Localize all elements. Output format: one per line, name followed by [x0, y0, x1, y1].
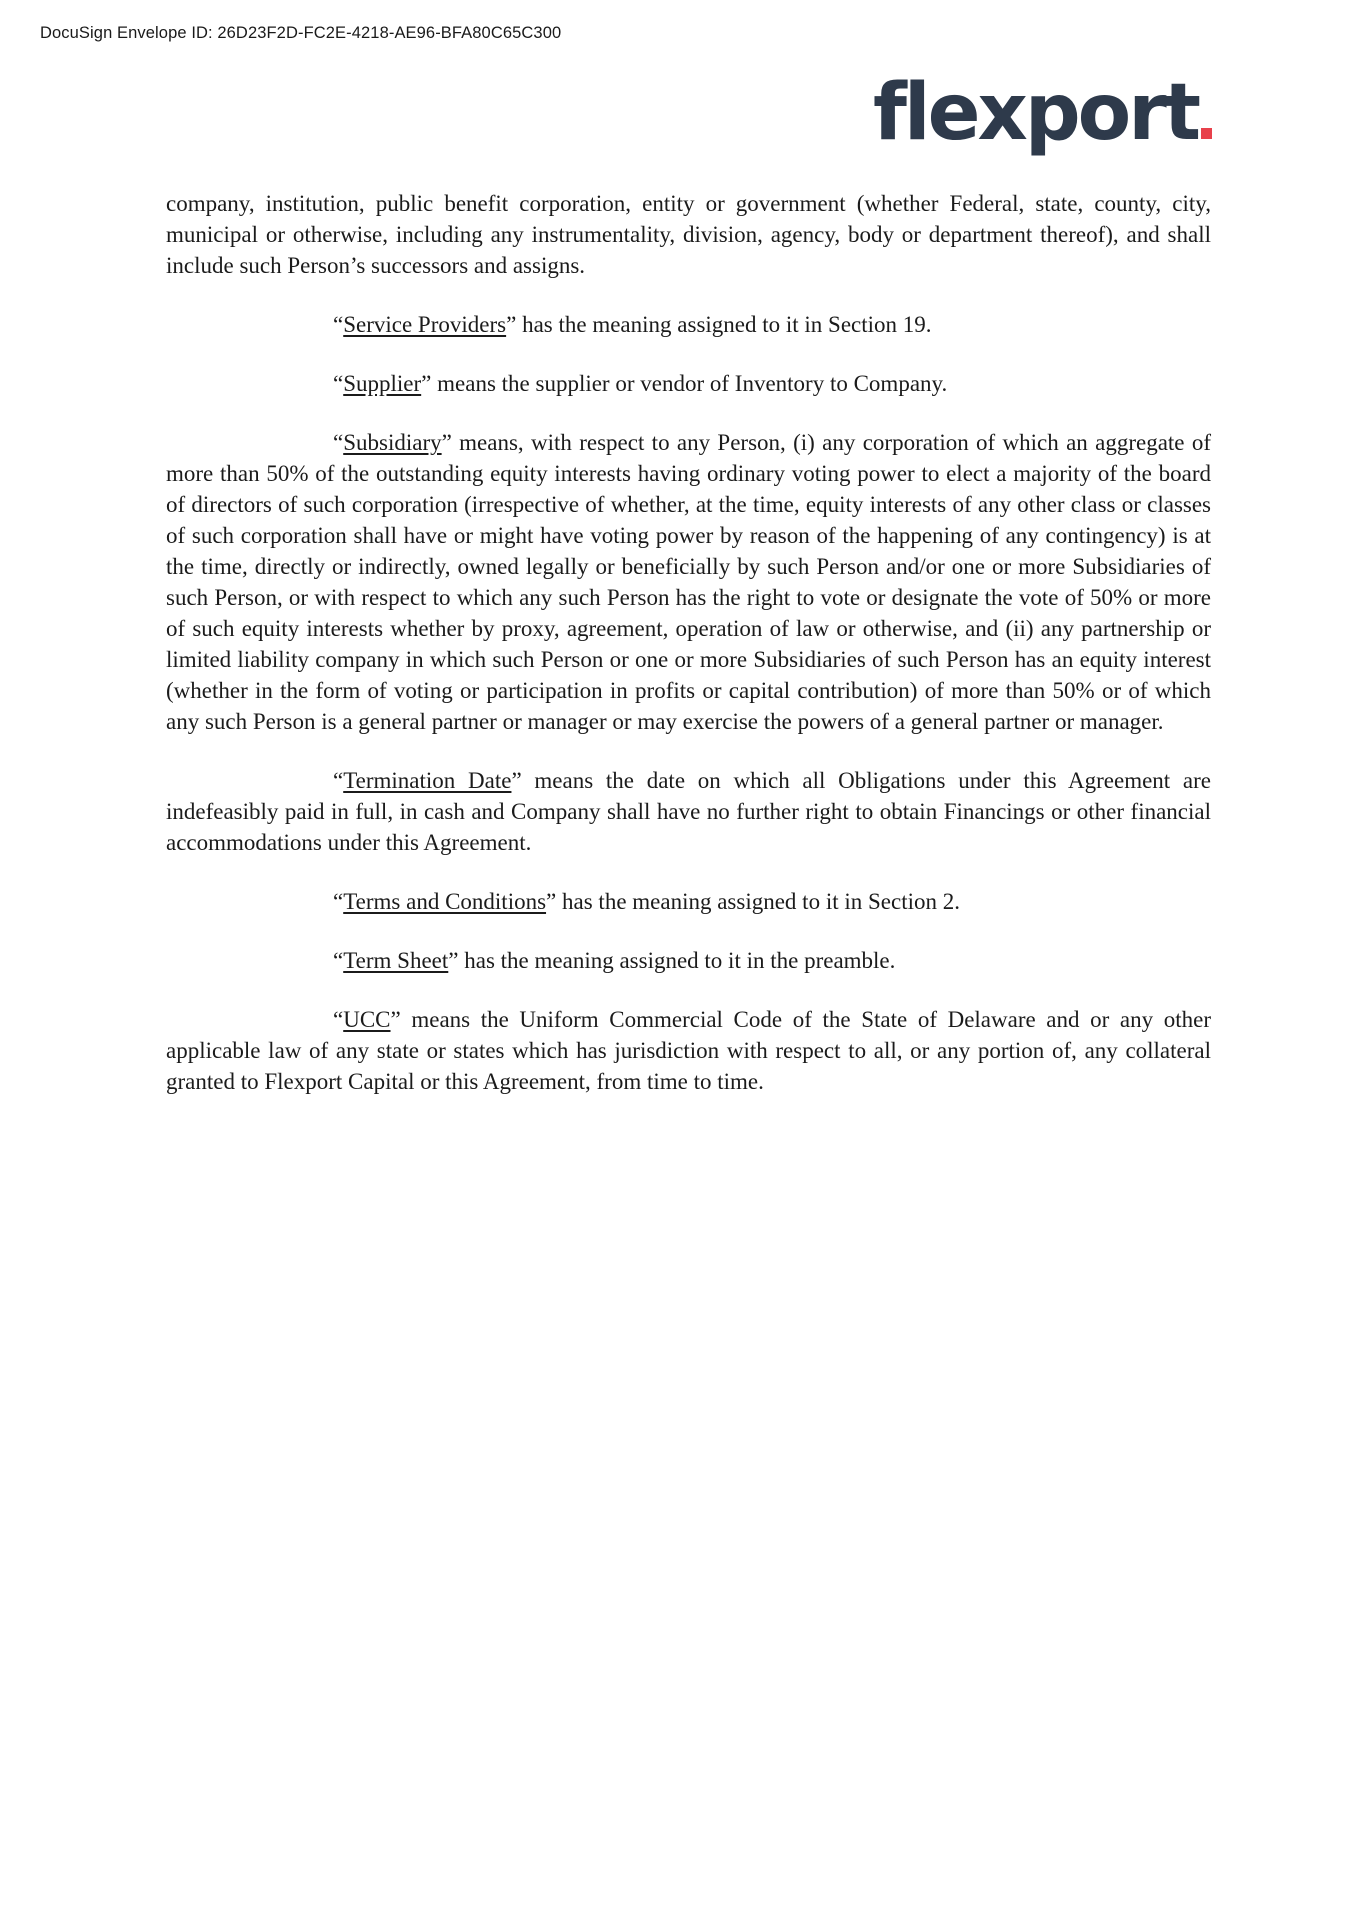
definition-termination-date: “Termination Date” means the date on which all Obligations under this Agreement are indefeasibly paid in full, in cash and Company shall have no further right to obtain Financings or other financial accommodations under this Agreement. [166, 768, 1211, 855]
logo-accent-dot [1201, 128, 1212, 139]
definition-subsidiary: “Subsidiary” means, with respect to any Person, (i) any corporation of which an aggregate of more than 50% of the outstanding equity interests having ordinary voting power to elect a majority of the board of directors of such corporation (irrespective of whether, at the time, equity interests of any other class or classes of such corporation shall have or might have voting power by reason of the happening of any contingency) is at the time, directly or indirectly, owned legally or beneficially by such Person and/or one or more Subsidiaries of such Person, or with respect to which any such Person has the right to vote or designate the vote of 50% or more of such equity interests whether by proxy, agreement, operation of law or otherwise, and (ii) any partnership or limited liability company in which such Person or one or more Subsidiaries of such Person has an equity interest (whether in the form of voting or participation in profits or capital contribution) of more than 50% or of which any such Person is a general partner or manager or may exercise the powers of a general partner or manager. [166, 430, 1211, 734]
definition-supplier: “Supplier” means the supplier or vendor of Inventory to Company. [333, 371, 948, 396]
flexport-logo [872, 68, 1212, 158]
definition-text: means, with respect to any Person, (i) any corporation of which an aggregate of more than 50% of the outstanding equity interests having ordinary voting power to elect a majority of the board of directors of such corporation (irrespective of whether, at the time, equity interests of any other class or classes of such corporation shall have or might have voting power by reason of the happening of any contingency) is at the time, directly or indirectly, owned legally or beneficially by such Person and/or one or more Subsidiaries of such Person, or with respect to which any such Person has the right to vote or designate the vote of 50% or more of such equity interests whether by proxy, agreement, operation of law or otherwise, and (ii) any partnership or limited liability company in which such Person or one or more Subsidiaries of such Person has an equity interest (whether in the form of voting or participation in profits or capital contribution) of more than 50% or of which any such Person is a general partner or manager or may exercise the powers of a general partner or manager. [166, 430, 1211, 734]
definition-term-sheet: “Term Sheet” has the meaning assigned to it in the preamble. [333, 948, 896, 973]
defined-term: Service Providers [343, 312, 507, 337]
defined-term: Term Sheet [343, 948, 449, 973]
definition-ucc: “UCC” means the Uniform Commercial Code of the State of Delaware and or any other applicable law of any state or states which has jurisdiction with respect to all, or any portion of, any collateral granted to Flexport Capital or this Agreement, from time to time. [166, 1007, 1211, 1094]
defined-term: Terms and Conditions [343, 889, 547, 914]
definition-text: has the meaning assigned to it in Section 19. [516, 312, 932, 337]
defined-term: UCC [343, 1007, 391, 1032]
defined-term: Termination Date [343, 768, 512, 793]
definition-text: means the date on which all Obligations under this Agreement are indefeasibly paid in full, in cash and Company shall have no further right to obtain Financings or other financial accommodations under this Agreement. [166, 768, 1211, 855]
document-body [166, 188, 1211, 1125]
definition-text: has the meaning assigned to it in the preamble. [458, 948, 896, 973]
docusign-envelope-id: DocuSign Envelope ID: 26D23F2D-FC2E-4218-AE96-BFA80C65C300 [40, 24, 562, 42]
defined-term: Subsidiary [343, 430, 442, 455]
definition-text: has the meaning assigned to it in Section 2. [556, 889, 960, 914]
definition-text: means the Uniform Commercial Code of the State of Delaware and or any other applicable law of any state or states which has jurisdiction with respect to all, or any portion of, any collateral granted to Flexport Capital or this Agreement, from time to time. [166, 1007, 1211, 1094]
definition-terms-and-conditions: “Terms and Conditions” has the meaning assigned to it in Section 2. [333, 889, 960, 914]
definition-service-providers: “Service Providers” has the meaning assigned to it in Section 19. [333, 312, 932, 337]
definition-text: means the supplier or vendor of Inventory to Company. [431, 371, 948, 396]
defined-term: Supplier [343, 371, 422, 396]
paragraph-person-continuation: company, institution, public benefit corporation, entity or government (whether Federal, state, county, city, municipal or otherwise, including any instrumentality, division, agency, body or department thereof), and shall include such Person’s successors and assigns. [166, 191, 1211, 278]
logo-text: flexport [872, 68, 1198, 158]
